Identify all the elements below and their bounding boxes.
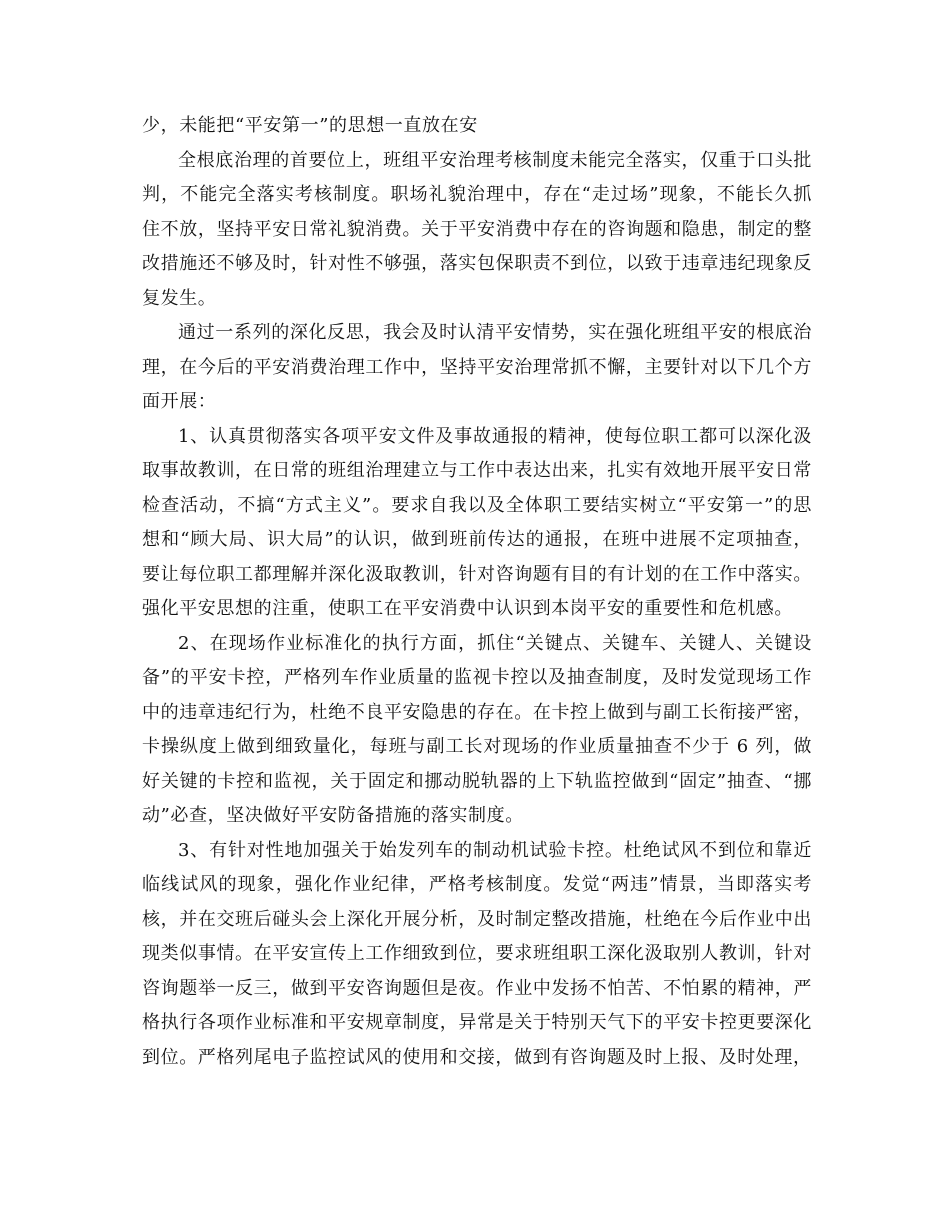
paragraph-continuation: 少，未能把“平安第一”的思想一直放在安 (142, 115, 478, 136)
paragraph-reflection: 通过一系列的深化反思，我会及时认清平安情势，实在强化班组平安的根底治理，在今后的平安消费治理工作中，坚持平安治理常抓不懈，主要针对以下几个方面开展： (142, 322, 812, 412)
paragraph-point-3: 3、有针对性地加强关于始发列车的制动机试验卡控。杜绝试风不到位和靠近临线试风的现象，强化作业纪律，严格考核制度。发觉“两违”情景，当即落实考核，并在交班后碰头会上深化开展分析，及时制定整改措施，杜绝在今后作业中出现类似事情。在平安宣传上工作细致到位，要求班组职工深化汲取别人教训，针对咨询题举一反三，做到平安咨询题但是夜。作业中发扬不怕苦、不怕累的精神，严格执行各项作业标准和平安规章制度，异常是关于特别天气下的平安卡控更要深化到位。严格列尾电子监控试风的使用和交接，做到有咨询题及时上报、及时处理， (142, 839, 812, 1068)
paragraph-management-shortcomings: 全根底治理的首要位上，班组平安治理考核制度未能完全落实，仅重于口头批判，不能完全落实考核制度。职场礼貌治理中，存在“走过场”现象，不能长久抓住不放，坚持平安日常礼貌消费。关于平安消费中存在的咨询题和隐患，制定的整改措施还不够及时，针对性不够强，落实包保职责不到位，以致于违章违纪现象反复发生。 (142, 149, 812, 309)
paragraph-point-2: 2、在现场作业标准化的执行方面，抓住“关键点、关键车、关键人、关键设备”的平安卡控，严格列车作业质量的监视卡控以及抽查制度，及时发觉现场工作中的违章违纪行为，杜绝不良平安隐患的存在。在卡控上做到与副工长衔接严密，卡操纵度上做到细致量化，每班与副工长对现场的作业质量抽查不少于 6 列，做好关键的卡控和监视，关于固定和挪动脱轨器的上下轨监控做到“固定”抽查、“挪动”必查，坚决做好平安防备措施的落实制度。 (142, 632, 812, 826)
document-body (142, 109, 812, 1075)
paragraph-point-1: 1、认真贯彻落实各项平安文件及事故通报的精神，使每位职工都可以深化汲取事故教训，在日常的班组治理建立与工作中表达出来，扎实有效地开展平安日常检查活动，不搞“方式主义”。要求自我以及全体职工要结实树立“平安第一”的思想和“顾大局、识大局”的认识，做到班前传达的通报，在班中进展不定项抽查，要让每位职工都理解并深化汲取教训，针对咨询题有目的有计划的在工作中落实。强化平安思想的注重，使职工在平安消费中认识到本岗平安的重要性和危机感。 (142, 425, 812, 619)
